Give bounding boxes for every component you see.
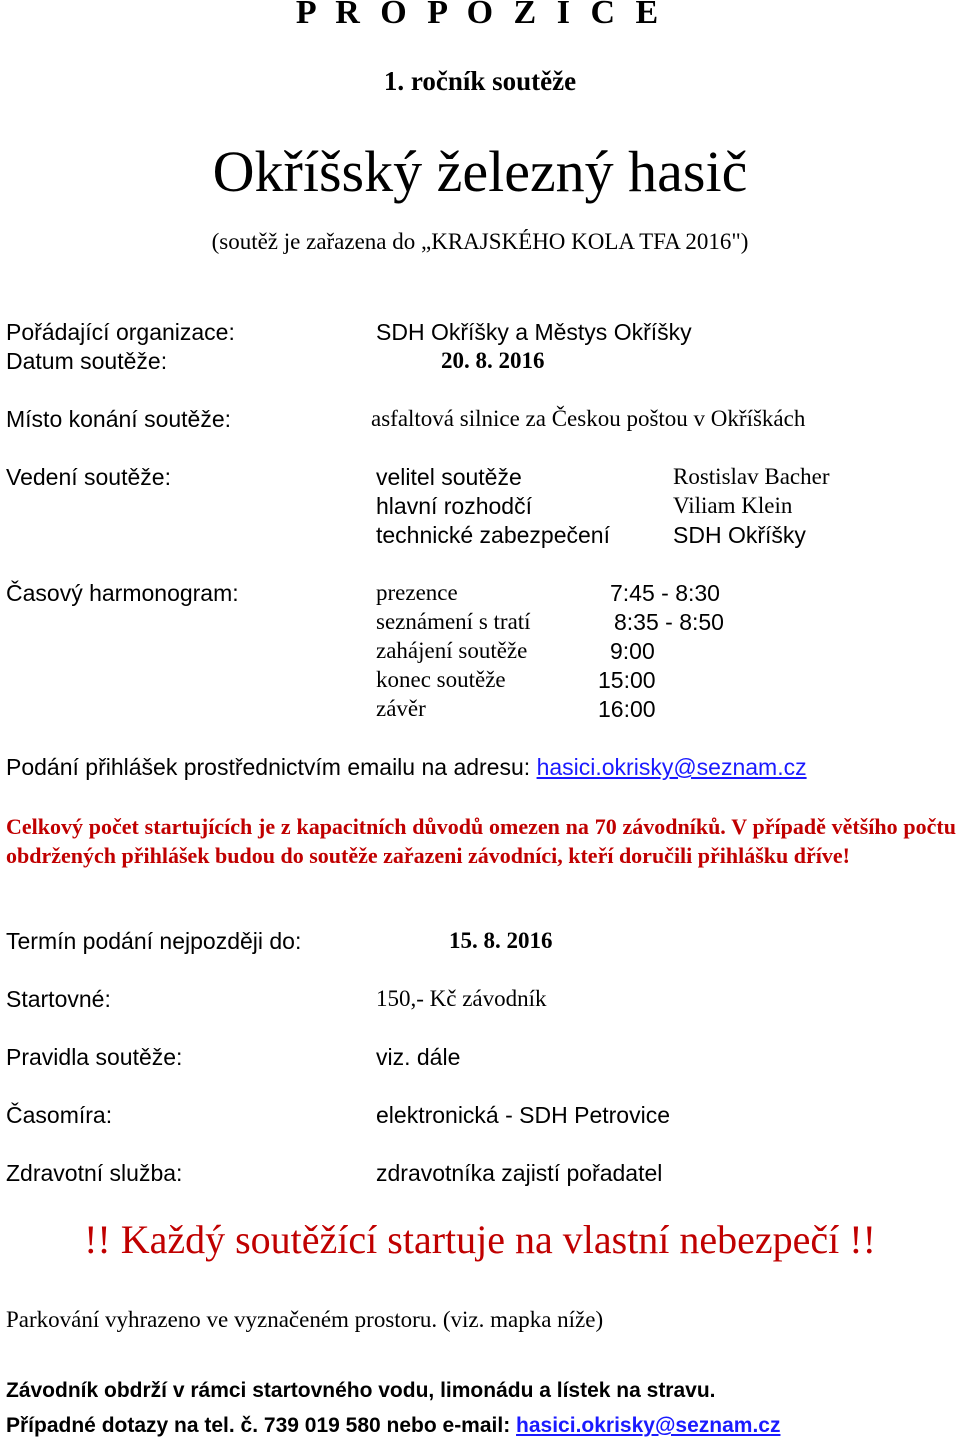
application-line bbox=[6, 753, 807, 781]
parking-note: Parkování vyhrazeno ve vyznačeném prostoru. (viz. mapka níže) bbox=[6, 1307, 604, 1332]
schedule-item: zahájení soutěže bbox=[376, 638, 528, 663]
management-person: Viliam Klein bbox=[673, 493, 793, 518]
schedule-time: 9:00 bbox=[610, 638, 655, 664]
schedule-time: 7:45 - 8:30 bbox=[610, 580, 720, 606]
contact-text: Případné dotazy na tel. č. 739 019 580 nebo e-mail: bbox=[6, 1414, 517, 1437]
management-person: SDH Okříšky bbox=[673, 522, 806, 548]
schedule-time: 15:00 bbox=[598, 667, 656, 693]
timing-label: Časomíra: bbox=[6, 1102, 113, 1128]
timing-value: elektronická - SDH Petrovice bbox=[376, 1102, 670, 1128]
deadline-label: Termín podání nejpozději do: bbox=[6, 928, 302, 954]
schedule-time: 8:35 - 8:50 bbox=[614, 609, 724, 635]
management-person: Rostislav Bacher bbox=[673, 464, 830, 489]
capacity-warning: Celkový počet startujících je z kapacitních důvodů omezen na 70 závodníků. V případě většího počtu obdržených přihlášek budou do soutěže zařazeni závodníci, kteří doručili přihlášku dříve! bbox=[6, 814, 956, 868]
document-title: P R O P O Z I C E bbox=[295, 0, 665, 31]
edition-subtitle: 1. ročník soutěže bbox=[383, 66, 577, 96]
management-role: hlavní rozhodčí bbox=[376, 493, 532, 519]
schedule-item: prezence bbox=[376, 580, 458, 605]
date-label: Datum soutěže: bbox=[6, 348, 168, 374]
application-text: Podání přihlášek prostřednictvím emailu na adresu: bbox=[6, 754, 537, 780]
schedule-item: seznámení s tratí bbox=[376, 609, 531, 634]
contact-line bbox=[6, 1412, 780, 1440]
competition-name: Okříšský železný hasič bbox=[212, 139, 748, 204]
provision-note: Závodník obdrží v rámci startovného vodu, limonádu a lístek na stravu. bbox=[6, 1379, 716, 1402]
organizer-value: SDH Okříšky a Městys Okříšky bbox=[376, 319, 692, 345]
fee-label: Startovné: bbox=[6, 986, 111, 1012]
schedule-label: Časový harmonogram: bbox=[6, 580, 239, 606]
medical-value: zdravotníka zajistí pořadatel bbox=[376, 1160, 663, 1186]
management-label: Vedení soutěže: bbox=[6, 464, 171, 490]
venue-value: asfaltová silnice za Českou poštou v Okříškách bbox=[371, 406, 806, 431]
medical-label: Zdravotní služba: bbox=[6, 1160, 183, 1186]
date-value: 20. 8. 2016 bbox=[441, 348, 545, 373]
rules-label: Pravidla soutěže: bbox=[6, 1044, 183, 1070]
schedule-item: konec soutěže bbox=[376, 667, 506, 692]
venue-label: Místo konání soutěže: bbox=[6, 406, 232, 432]
contact-email-link[interactable]: hasici.okrisky@seznam.cz bbox=[516, 1414, 781, 1437]
management-role: velitel soutěže bbox=[376, 464, 522, 490]
risk-notice: !! Každý soutěžící startuje na vlastní nebezpečí !! bbox=[84, 1217, 876, 1262]
competition-note: (soutěž je zařazena do „KRAJSKÉHO KOLA TFA 2016") bbox=[211, 229, 749, 254]
schedule-time: 16:00 bbox=[598, 696, 656, 722]
fee-value: 150,- Kč závodník bbox=[376, 986, 547, 1011]
management-role: technické zabezpečení bbox=[376, 522, 610, 548]
rules-value: viz. dále bbox=[376, 1044, 461, 1070]
schedule-item: závěr bbox=[376, 696, 426, 721]
application-email-link[interactable]: hasici.okrisky@seznam.cz bbox=[536, 754, 807, 780]
deadline-value: 15. 8. 2016 bbox=[449, 928, 553, 953]
organizer-label: Pořádající organizace: bbox=[6, 319, 235, 345]
